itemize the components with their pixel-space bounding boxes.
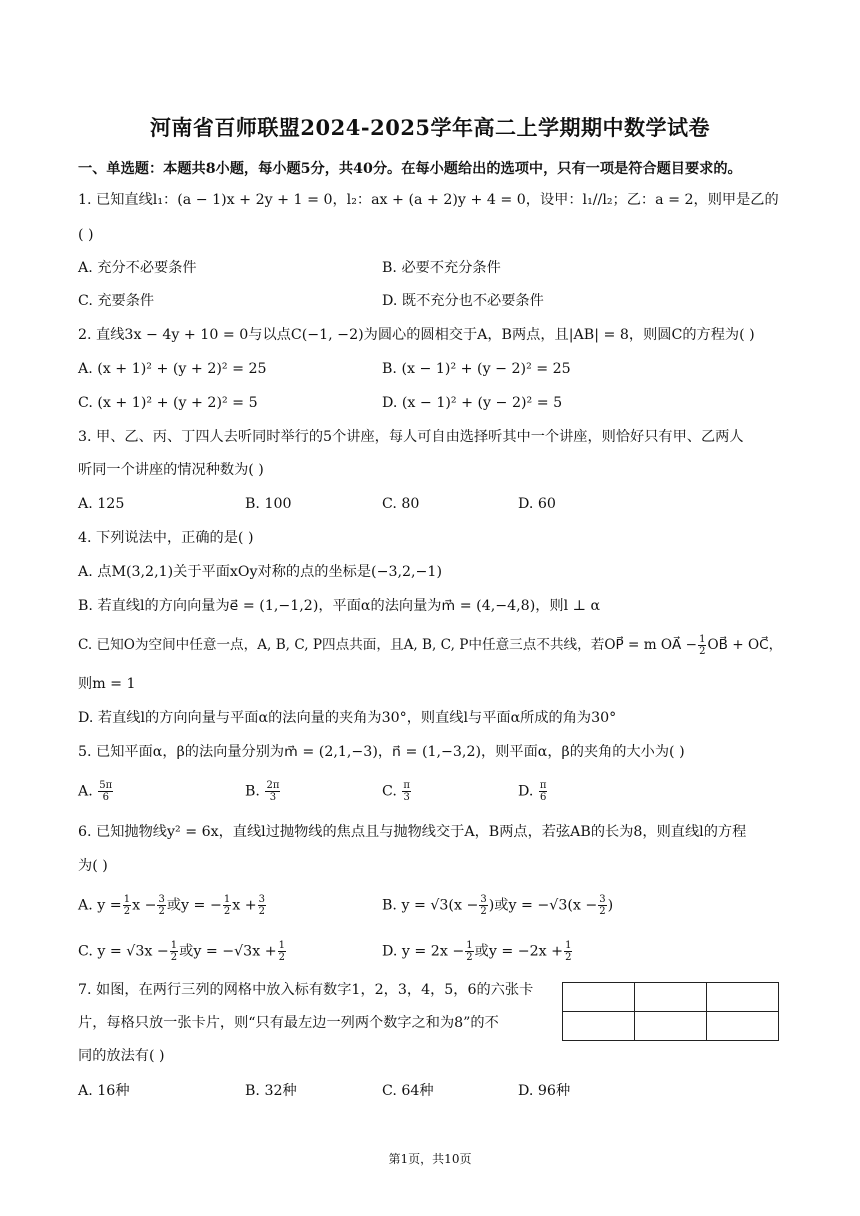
page-title: 河南省百师联盟2024-2025学年高二上学期期中数学试卷 <box>149 115 711 140</box>
fraction-numerator: 1 <box>123 894 131 905</box>
fraction-denominator: 3 <box>269 792 277 803</box>
fraction-numerator: 3 <box>258 894 265 905</box>
fraction-numerator: 5π <box>99 780 113 791</box>
q5-a-fraction <box>98 780 113 803</box>
fraction-denominator: 2 <box>158 906 165 917</box>
fraction <box>157 894 165 917</box>
fraction-numerator: 3 <box>158 894 165 905</box>
q3-option-d: D. 60 <box>518 496 556 512</box>
q6-option-a <box>78 894 267 917</box>
q4-option-c-vector-eq: OP⃗ = m OA⃗ − <box>604 637 698 653</box>
fraction-numerator: 2π <box>266 780 280 791</box>
fraction <box>170 940 178 963</box>
question-3-stem-line2: 听同一个讲座的情况种数为( ) <box>78 462 264 478</box>
question-7-stem-line1: 7. 如图，在两行三列的网格中放入标有数字1，2，3，4，5，6的六张卡 <box>78 982 534 998</box>
option-label: C. <box>382 783 397 800</box>
expr: D. y = 2x − <box>382 943 465 960</box>
fraction <box>598 894 606 917</box>
fraction-numerator: 1 <box>565 940 572 951</box>
expr: ) <box>607 897 614 914</box>
expr: B. y = √3(x − <box>382 897 479 914</box>
q3-option-b: B. 100 <box>245 496 292 512</box>
fraction-numerator: 3 <box>480 894 487 905</box>
q1-option-d: D. 既不充分也不必要条件 <box>382 293 544 309</box>
question-7-stem-line2: 片，每格只放一张卡片，则“只有最左边一列两个数字之和为8”的不 <box>78 1015 499 1031</box>
grid-cell <box>563 983 635 1012</box>
fraction-denominator: 2 <box>466 952 473 963</box>
card-grid <box>562 982 779 1041</box>
grid-cell <box>707 1012 779 1041</box>
grid-cell <box>707 983 779 1012</box>
grid-cell <box>635 1012 707 1041</box>
q5-c-fraction <box>402 780 411 803</box>
fraction-numerator: 1 <box>170 940 178 951</box>
q6-option-d <box>382 940 573 963</box>
q7-option-c: C. 64种 <box>382 1083 434 1099</box>
fraction-denominator: 2 <box>223 906 231 917</box>
expr: 或y = −2x + <box>474 943 564 960</box>
q2-option-d: D. (x − 1)² + (y − 2)² = 5 <box>382 395 563 411</box>
option-label: A. <box>78 783 93 800</box>
option-label: B. <box>245 783 260 800</box>
q4-option-c-vector-tail: OB⃗ + OC⃗， <box>707 637 783 653</box>
q6-option-c <box>78 940 287 963</box>
fraction-denominator: 6 <box>102 792 109 803</box>
q5-b-fraction <box>265 780 280 803</box>
fraction <box>258 894 266 917</box>
fraction-denominator: 2 <box>480 906 487 917</box>
q4-option-c-fraction <box>698 634 706 657</box>
fraction-denominator: 2 <box>258 906 265 917</box>
q4-option-c-text: C. 已知O为空间中任意一点，A, B, C, P四点共面，且A, B, C, P中任意三点不共线，若 <box>78 637 605 653</box>
fraction-numerator: 1 <box>223 894 231 905</box>
expr: 或y = − <box>166 897 222 914</box>
expr: )或y = −√3(x − <box>488 897 598 914</box>
q4-option-b: B. 若直线l的方向向量为e⃗ = (1,−1,2)，平面α的法向量为m⃗ = (4,−4,8)，则l ⊥ α <box>78 598 601 614</box>
fraction-denominator: 2 <box>599 906 606 917</box>
question-6-stem-line1: 6. 已知抛物线y² = 6x，直线l过抛物线的焦点且与抛物线交于A，B两点，若弦AB的长为8，则直线l的方程 <box>78 824 747 840</box>
expr: x + <box>232 897 257 914</box>
grid-cell <box>563 1012 635 1041</box>
question-5-stem: 5. 已知平面α，β的法向量分别为m⃗ = (2,1,−3)，n⃗ = (1,−3,2)，则平面α，β的夹角的大小为( ) <box>78 744 685 760</box>
page-footer: 第1页，共10页 <box>388 1152 472 1166</box>
expr: x − <box>132 897 157 914</box>
fraction-numerator: 1 <box>466 940 473 951</box>
option-label: D. <box>518 783 534 800</box>
q4-option-c-line1 <box>78 634 782 657</box>
fraction <box>564 940 572 963</box>
q1-option-b: B. 必要不充分条件 <box>382 260 501 276</box>
question-4-stem: 4. 下列说法中，正确的是( ) <box>78 530 254 546</box>
q4-option-c-line2: 则m = 1 <box>78 676 136 692</box>
question-1-stem: 1. 已知直线l₁：(a − 1)x + 2y + 1 = 0，l₂：ax + (a + 2)y + 4 = 0，设甲：l₁//l₂；乙：a = 2，则甲是乙的 <box>78 192 779 208</box>
fraction <box>465 940 473 963</box>
q2-option-c: C. (x + 1)² + (y + 2)² = 5 <box>78 395 258 411</box>
fraction-denominator: 2 <box>278 952 285 963</box>
q5-d-fraction <box>539 780 548 803</box>
q5-option-b <box>245 780 281 803</box>
question-3-stem-line1: 3. 甲、乙、丙、丁四人去听同时举行的5个讲座，每人可自由选择听其中一个讲座，则恰好只有甲、乙两人 <box>78 429 744 445</box>
q5-option-d <box>518 780 548 803</box>
q5-option-a <box>78 780 114 803</box>
fraction-denominator: 2 <box>123 906 131 917</box>
section-heading: 一、单选题：本题共8小题，每小题5分，共40分。在每小题给出的选项中，只有一项是符合题目要求的。 <box>78 161 742 177</box>
question-6-stem-line2: 为( ) <box>78 858 108 874</box>
fraction-denominator: 6 <box>540 792 547 803</box>
q4-option-a: A. 点M(3,2,1)关于平面xOy对称的点的坐标是(−3,2,−1) <box>78 564 442 580</box>
q1-option-c: C. 充要条件 <box>78 293 155 309</box>
q7-option-d: D. 96种 <box>518 1083 571 1099</box>
q2-option-b: B. (x − 1)² + (y − 2)² = 25 <box>382 361 571 377</box>
fraction <box>278 940 286 963</box>
q1-option-a: A. 充分不必要条件 <box>78 260 197 276</box>
fraction-numerator: π <box>539 780 547 791</box>
fraction-numerator: 1 <box>278 940 285 951</box>
fraction-numerator: 3 <box>599 894 606 905</box>
grid-cell <box>635 983 707 1012</box>
question-2-stem: 2. 直线3x − 4y + 10 = 0与以点C(−1, −2)为圆心的圆相交于A，B两点，且|AB| = 8，则圆C的方程为( ) <box>78 327 755 343</box>
grid-row <box>563 983 779 1012</box>
fraction <box>123 894 131 917</box>
grid-row <box>563 1012 779 1041</box>
fraction-denominator: 2 <box>699 646 706 657</box>
expr: 或y = −√3x + <box>179 943 277 960</box>
q6-option-b <box>382 894 613 917</box>
expr: C. y = √3x − <box>78 943 169 960</box>
q3-option-c: C. 80 <box>382 496 420 512</box>
question-1-bracket: ( ) <box>78 227 94 243</box>
fraction-denominator: 2 <box>565 952 572 963</box>
fraction <box>223 894 231 917</box>
q7-option-b: B. 32种 <box>245 1083 297 1099</box>
q5-option-c <box>382 780 412 803</box>
fraction-denominator: 2 <box>170 952 178 963</box>
fraction <box>479 894 487 917</box>
fraction-denominator: 3 <box>403 792 410 803</box>
q3-option-a: A. 125 <box>78 496 125 512</box>
q7-option-a: A. 16种 <box>78 1083 130 1099</box>
fraction-numerator: π <box>403 780 410 791</box>
q4-option-d: D. 若直线l的方向向量与平面α的法向量的夹角为30°，则直线l与平面α所成的角为30° <box>78 710 617 726</box>
question-7-stem-line3: 同的放法有( ) <box>78 1048 165 1064</box>
expr: A. y = <box>78 897 122 914</box>
q2-option-a: A. (x + 1)² + (y + 2)² = 25 <box>78 361 267 377</box>
fraction-numerator: 1 <box>699 634 706 645</box>
